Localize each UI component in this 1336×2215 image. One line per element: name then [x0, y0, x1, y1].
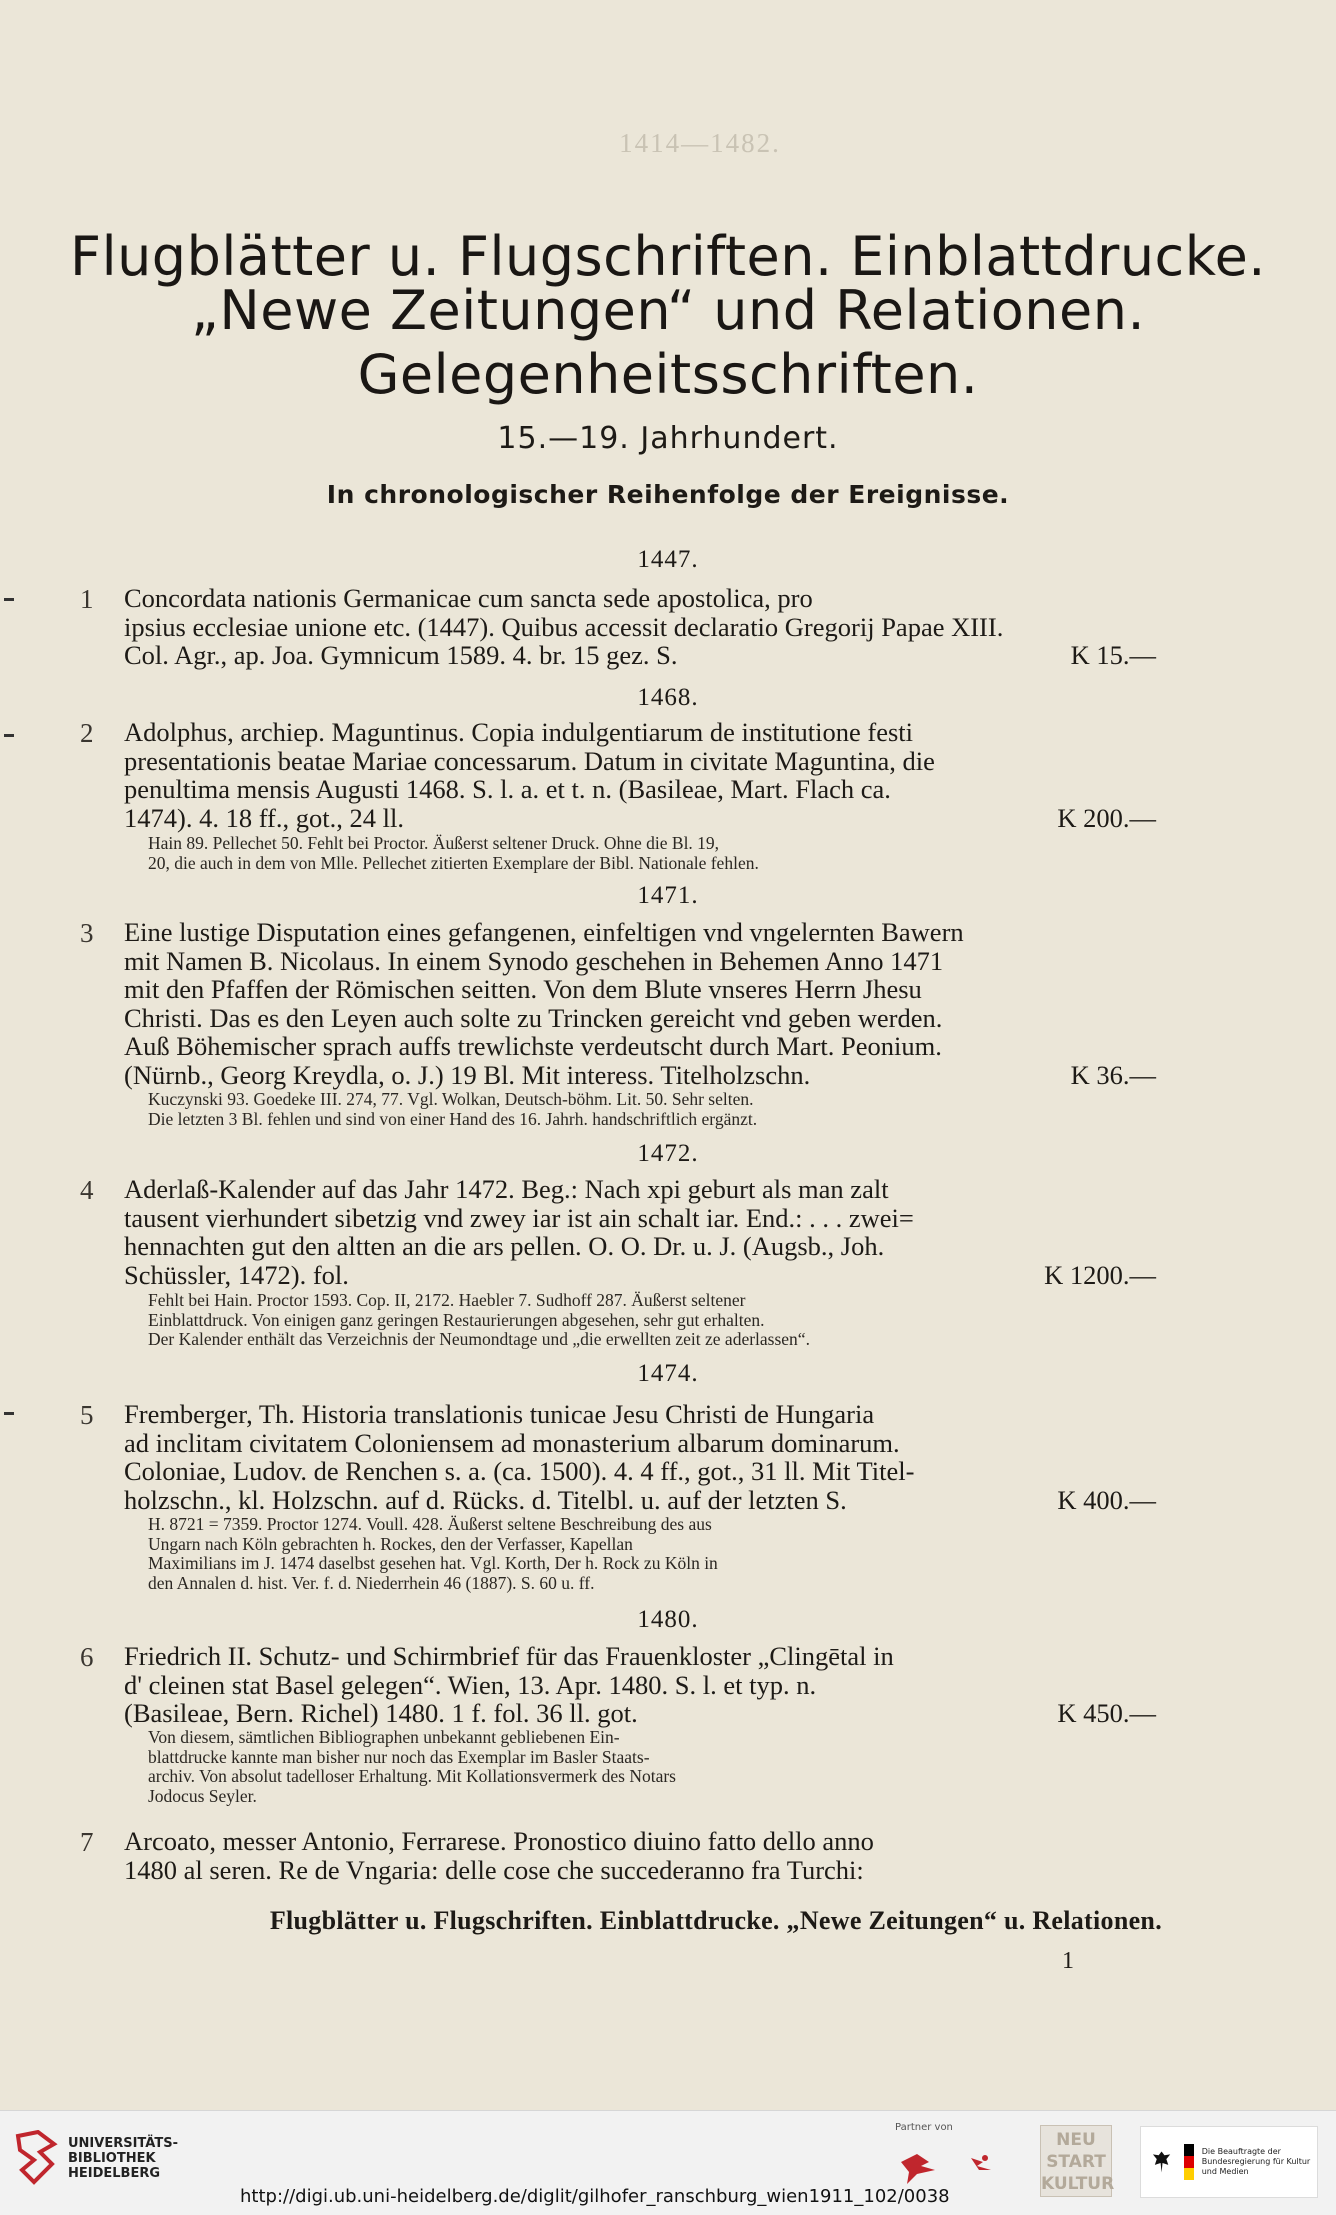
entry-imprint: Schüssler, 1472). fol.	[124, 1259, 349, 1290]
entry-last-line	[124, 1486, 1156, 1515]
ub-logo-line: HEIDELBERG	[68, 2165, 161, 2181]
year-heading: 1471.	[637, 882, 699, 909]
entry-number: 3	[80, 918, 94, 948]
note-line: blattdrucke kannte man bisher nur noch das Exemplar im Basler Staats-	[148, 1746, 650, 1767]
entry-price: K 400.—	[1057, 1484, 1156, 1515]
permalink-url[interactable]: http://digi.ub.uni-heidelberg.de/diglit/gilhofer_ranschburg_wien1911_102/0038	[240, 2186, 950, 2207]
entry-note	[148, 1728, 1156, 1806]
title-line-1: Flugblätter u. Flugschriften. Einblattdrucke.	[70, 225, 1266, 288]
page-number: 1	[1062, 1948, 1074, 1974]
entry-line: presentationis beatae Mariae concessarum. Datum in civitate Maguntina, die	[124, 745, 935, 776]
entry-imprint: Col. Agr., ap. Joa. Gymnicum 1589. 4. br. 15 gez. S.	[124, 640, 678, 671]
neustart-line: KULTUR	[1041, 2174, 1115, 2194]
entry-line: Christi. Das es den Leyen auch solte zu Trincken gereicht vnd geben werden.	[124, 1002, 943, 1033]
entry-line: Concordata nationis Germanicae cum sancta sede apostolica, pro	[124, 583, 813, 613]
note-line: H. 8721 = 7359. Proctor 1274. Voull. 428. Äußerst seltene Beschreibung des aus	[148, 1514, 712, 1534]
entry-price: K 36.—	[1070, 1059, 1156, 1090]
entry-line: hennachten gut den altten an die ars pellen. O. O. Dr. u. J. (Augsb., Joh.	[124, 1231, 885, 1262]
year-heading: 1474.	[637, 1360, 699, 1387]
eagle-icon	[1151, 2149, 1172, 2175]
entry-last-line	[124, 1261, 1156, 1290]
catalog-entry	[124, 1642, 1156, 1728]
note-line: den Annalen d. hist. Ver. f. d. Niederrhein 46 (1887). S. 60 u. ff.	[148, 1572, 595, 1593]
entry-line: tausent vierhundert sibetzig vnd zwey iar ist ain schalt iar. End.: . . . zwei=	[124, 1202, 914, 1233]
entry-number: 5	[80, 1400, 94, 1430]
neustart-line: NEU	[1056, 2130, 1096, 2150]
catalog-entry	[124, 718, 1156, 832]
entry-line: Eine lustige Disputation eines gefangenen, einfeltigen vnd vngelernten Bawern	[124, 917, 964, 947]
entry-price: K 15.—	[1070, 640, 1156, 671]
neustart-line: START	[1046, 2152, 1106, 2172]
margin-mark	[4, 1412, 14, 1415]
entry-line: Auß Böhemischer sprach auffs trewlichste verdeutscht durch Mart. Peonium.	[124, 1031, 942, 1062]
running-footer: Flugblätter u. Flugschriften. Einblattdrucke. „Newe Zeitungen“ u. Relationen.	[269, 1906, 1162, 1935]
entry-number: 7	[80, 1827, 94, 1857]
subtitle-century: 15.—19. Jahrhundert.	[497, 421, 839, 456]
entry-line: Arcoato, messer Antonio, Ferrarese. Pronostico diuino fatto dello anno	[124, 1826, 874, 1856]
entry-price: K 200.—	[1057, 802, 1156, 833]
year-heading: 1447.	[637, 546, 699, 573]
entry-price: K 450.—	[1057, 1698, 1156, 1729]
entry-last-line	[124, 1061, 1156, 1090]
entry-number: 4	[80, 1175, 94, 1205]
catalog-entry	[124, 1827, 1156, 1884]
year-heading: 1468.	[637, 684, 699, 711]
note-line: Maximilians im J. 1474 daselbst gesehen hat. Vgl. Korth, Der h. Rock zu Köln in	[148, 1553, 718, 1573]
note-line: Fehlt bei Hain. Proctor 1593. Cop. II, 2172. Haebler 7. Sudhoff 287. Äußerst seltener	[148, 1290, 746, 1310]
entry-note	[148, 834, 1156, 873]
entry-note	[148, 1291, 1156, 1350]
subtitle-order: In chronologischer Reihenfolge der Ereignisse.	[326, 480, 1010, 509]
catalog-entry	[124, 1175, 1156, 1289]
entry-number: 2	[80, 718, 94, 748]
title-line-3: Gelegenheitsschriften.	[357, 343, 979, 406]
margin-mark	[4, 598, 14, 601]
entry-line: Fremberger, Th. Historia translationis tunicae Jesu Christi de Hungaria	[124, 1399, 875, 1429]
note-line: Kuczynski 93. Goedeke III. 274, 77. Vgl. Wolkan, Deutsch-böhm. Lit. 50. Sehr selten.	[148, 1089, 754, 1109]
entry-line: Aderlaß-Kalender auf das Jahr 1472. Beg.: Nach xpi geburt als man zalt	[124, 1174, 889, 1204]
catalog-entry	[124, 1400, 1156, 1514]
german-flag-stripe	[1184, 2144, 1194, 2180]
entry-line: penultima mensis Augusti 1468. S. l. a. et t. n. (Basileae, Mart. Flach ca.	[124, 774, 891, 805]
entry-number: 6	[80, 1642, 94, 1672]
entry-line: mit Namen B. Nicolaus. In einem Synodo geschehen in Behemen Anno 1471	[124, 945, 944, 976]
note-line: Ungarn nach Köln gebrachten h. Rockes, den der Verfasser, Kapellan	[148, 1533, 633, 1554]
note-line: archiv. Von absolut tadelloser Erhaltung. Mit Kollationsvermerk des Notars	[148, 1766, 676, 1786]
note-line: Einblattdruck. Von einigen ganz geringen Restaurierungen abgesehen, sehr gut erhalten.	[148, 1309, 765, 1330]
ub-logo-icon	[14, 2130, 60, 2186]
ub-logo-line: UNIVERSITÄTS-	[68, 2135, 178, 2151]
partner-label: Partner von	[895, 2122, 953, 2133]
note-line: Der Kalender enthält das Verzeichnis der Neumondtage und „die erwellten zeit ze aderlassen“.	[148, 1329, 810, 1349]
entry-imprint: holzschn., kl. Holzschn. auf d. Rücks. d. Titelbl. u. auf der letzten S.	[124, 1484, 847, 1515]
entry-imprint: 1474). 4. 18 ff., got., 24 ll.	[124, 802, 404, 833]
year-heading: 1480.	[637, 1606, 699, 1633]
ddb-logo-icon	[895, 2140, 1015, 2190]
entry-line: Coloniae, Ludov. de Renchen s. a. (ca. 1500). 4. 4 ff., got., 31 ll. Mit Titel-	[124, 1456, 915, 1487]
entry-imprint: (Basileae, Bern. Richel) 1480. 1 f. fol. 36 ll. got.	[124, 1698, 638, 1729]
entry-last-line	[124, 1699, 1156, 1728]
entry-line: ad inclitam civitatem Coloniensem ad monasterium albarum dominarum.	[124, 1427, 900, 1458]
note-line: Die letzten 3 Bl. fehlen und sind von einer Hand des 16. Jahrh. handschriftlich ergänzt.	[148, 1108, 758, 1129]
entry-number: 1	[80, 584, 94, 614]
catalog-entry	[124, 918, 1156, 1090]
bkm-logo[interactable]	[1140, 2126, 1318, 2198]
note-line: Von diesem, sämtlichen Bibliographen unbekannt gebliebenen Ein-	[148, 1727, 620, 1747]
entry-line: d' cleinen stat Basel gelegen“. Wien, 13. Apr. 1480. S. l. et typ. n.	[124, 1669, 817, 1700]
catalog-entry	[124, 584, 1156, 670]
neustart-kultur-logo[interactable]	[1040, 2125, 1115, 2197]
entry-line: Friedrich II. Schutz- und Schirmbrief für das Frauenkloster „Clingētal in	[124, 1641, 894, 1671]
note-line: Jodocus Seyler.	[148, 1785, 257, 1806]
entry-price: K 1200.—	[1044, 1259, 1156, 1290]
ub-logo-text	[68, 2136, 178, 2181]
entry-line: 1480 al seren. Re de Vngaria: delle cose che succederanno fra Turchi:	[124, 1854, 864, 1885]
bkm-text: Die Beauftragte der Bundesregierung für Kultur und Medien	[1201, 2147, 1311, 2176]
entry-last-line	[124, 641, 1156, 670]
running-head: 1414—1482.	[619, 128, 781, 158]
entry-note	[148, 1090, 1156, 1129]
note-line: 20, die auch in dem von Mlle. Pellechet zitierten Exemplare der Bibl. Nationale fehlen.	[148, 852, 759, 873]
ub-logo-line: BIBLIOTHEK	[68, 2150, 156, 2166]
note-line: Hain 89. Pellechet 50. Fehlt bei Proctor. Äußerst seltener Druck. Ohne die Bl. 19,	[148, 833, 720, 853]
entry-note	[148, 1515, 1156, 1593]
entry-line: Adolphus, archiep. Maguntinus. Copia indulgentiarum de institutione festi	[124, 717, 913, 747]
year-heading: 1472.	[637, 1140, 699, 1167]
ub-heidelberg-logo[interactable]	[14, 2130, 178, 2186]
entry-line: ipsius ecclesiae unione etc. (1447). Quibus accessit declaratio Gregorij Papae XIII.	[124, 611, 1004, 642]
entry-line: mit den Pfaffen der Römischen seitten. Von dem Blute vnseres Herrn Jhesu	[124, 974, 922, 1005]
entry-last-line	[124, 804, 1156, 833]
entry-imprint: (Nürnb., Georg Kreydla, o. J.) 19 Bl. Mit interess. Titelholzschn.	[124, 1059, 811, 1090]
margin-mark	[4, 734, 14, 737]
title-line-2: „Newe Zeitungen“ und Relationen.	[190, 279, 1146, 342]
